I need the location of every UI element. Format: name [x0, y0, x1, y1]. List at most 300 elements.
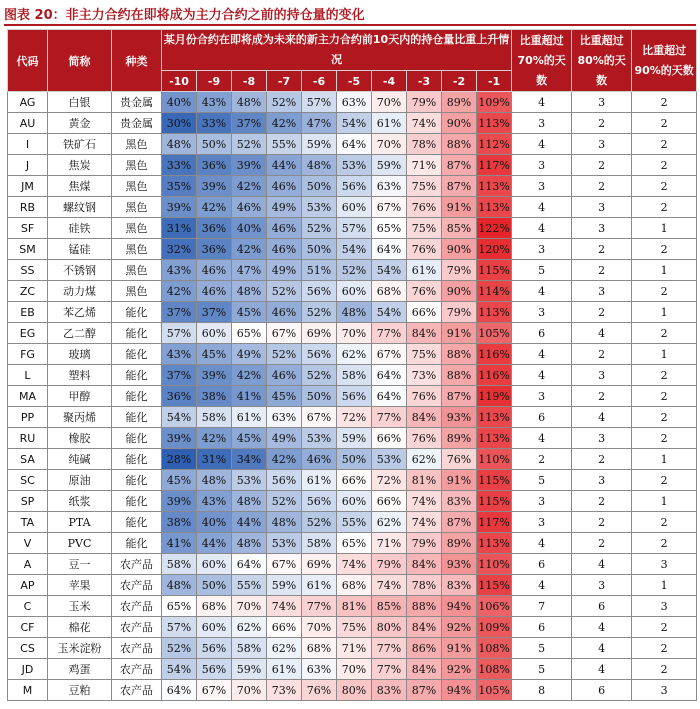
cell-value: 56%: [302, 281, 337, 302]
cell-value: 48%: [232, 281, 267, 302]
cell-over80: 2: [572, 155, 632, 176]
cell-value: 106%: [477, 596, 512, 617]
table-row: [8, 92, 697, 113]
table-row: [8, 638, 697, 659]
cell-value: 112%: [477, 134, 512, 155]
cell-value: 54%: [372, 302, 407, 323]
cell-value: 83%: [442, 575, 477, 596]
cell-value: 35%: [162, 176, 197, 197]
cell-value: 52%: [267, 344, 302, 365]
cell-value: 68%: [197, 596, 232, 617]
cell-over70: 6: [512, 407, 572, 428]
cell-value: 60%: [337, 491, 372, 512]
title-underline: [4, 24, 696, 26]
cell-value: 87%: [442, 386, 477, 407]
cell-code: SC: [8, 470, 48, 491]
cell-code: AU: [8, 113, 48, 134]
cell-over90: 2: [632, 386, 697, 407]
cell-category: 黑色: [112, 197, 162, 218]
cell-over90: 3: [632, 680, 697, 701]
cell-value: 42%: [267, 449, 302, 470]
cell-value: 75%: [407, 218, 442, 239]
cell-over80: 2: [572, 302, 632, 323]
cell-value: 46%: [197, 281, 232, 302]
cell-category: 农产品: [112, 659, 162, 680]
cell-value: 52%: [302, 365, 337, 386]
cell-code: SP: [8, 491, 48, 512]
cell-value: 51%: [302, 260, 337, 281]
cell-over70: 4: [512, 344, 572, 365]
header-day: -5: [337, 71, 372, 92]
cell-value: 89%: [442, 92, 477, 113]
cell-over90: 2: [632, 176, 697, 197]
cell-value: 43%: [197, 491, 232, 512]
cell-code: CF: [8, 617, 48, 638]
cell-value: 80%: [337, 680, 372, 701]
cell-over70: 4: [512, 365, 572, 386]
cell-value: 73%: [407, 365, 442, 386]
cell-value: 53%: [267, 533, 302, 554]
cell-value: 84%: [407, 323, 442, 344]
cell-value: 39%: [162, 428, 197, 449]
table-row: [8, 428, 697, 449]
cell-value: 53%: [337, 155, 372, 176]
cell-code: MA: [8, 386, 48, 407]
cell-name: 乙二醇: [48, 323, 112, 344]
cell-value: 40%: [197, 512, 232, 533]
cell-value: 70%: [337, 323, 372, 344]
cell-over70: 3: [512, 239, 572, 260]
cell-over70: 5: [512, 260, 572, 281]
cell-over70: 5: [512, 638, 572, 659]
cell-code: V: [8, 533, 48, 554]
cell-value: 58%: [302, 533, 337, 554]
cell-value: 37%: [232, 113, 267, 134]
cell-value: 50%: [302, 386, 337, 407]
cell-name: 黄金: [48, 113, 112, 134]
cell-value: 66%: [267, 617, 302, 638]
cell-value: 84%: [407, 617, 442, 638]
cell-value: 68%: [302, 638, 337, 659]
cell-value: 108%: [477, 659, 512, 680]
cell-value: 105%: [477, 680, 512, 701]
cell-value: 70%: [372, 92, 407, 113]
cell-value: 87%: [442, 155, 477, 176]
cell-category: 能化: [112, 512, 162, 533]
cell-value: 61%: [407, 260, 442, 281]
table-row: [8, 323, 697, 344]
cell-value: 37%: [197, 302, 232, 323]
cell-value: 90%: [442, 239, 477, 260]
cell-value: 74%: [372, 575, 407, 596]
cell-value: 28%: [162, 449, 197, 470]
cell-value: 50%: [197, 575, 232, 596]
cell-value: 56%: [267, 470, 302, 491]
cell-category: 能化: [112, 302, 162, 323]
cell-value: 53%: [302, 428, 337, 449]
cell-value: 58%: [162, 554, 197, 575]
table-row: [8, 617, 697, 638]
cell-value: 62%: [372, 512, 407, 533]
cell-over70: 4: [512, 218, 572, 239]
cell-value: 67%: [372, 344, 407, 365]
cell-over70: 4: [512, 134, 572, 155]
cell-value: 52%: [162, 638, 197, 659]
cell-value: 58%: [337, 365, 372, 386]
header-over80: 比重超过 80%的天数: [572, 30, 632, 92]
cell-code: A: [8, 554, 48, 575]
cell-value: 109%: [477, 617, 512, 638]
cell-over70: 8: [512, 680, 572, 701]
cell-value: 84%: [407, 554, 442, 575]
cell-value: 39%: [162, 197, 197, 218]
cell-value: 47%: [302, 113, 337, 134]
cell-value: 93%: [442, 407, 477, 428]
cell-value: 67%: [302, 407, 337, 428]
header-code: 代码: [8, 30, 48, 92]
cell-over70: 2: [512, 449, 572, 470]
header-day: -3: [407, 71, 442, 92]
cell-value: 60%: [337, 197, 372, 218]
cell-over90: 2: [632, 323, 697, 344]
cell-name: 原油: [48, 470, 112, 491]
header-day: -2: [442, 71, 477, 92]
header-day: -4: [372, 71, 407, 92]
cell-value: 54%: [162, 659, 197, 680]
cell-name: 硅铁: [48, 218, 112, 239]
cell-value: 46%: [197, 260, 232, 281]
cell-name: 豆一: [48, 554, 112, 575]
cell-value: 41%: [232, 386, 267, 407]
cell-value: 68%: [372, 281, 407, 302]
cell-over80: 6: [572, 680, 632, 701]
header-day: -7: [267, 71, 302, 92]
cell-value: 53%: [372, 449, 407, 470]
cell-value: 39%: [197, 176, 232, 197]
cell-category: 黑色: [112, 155, 162, 176]
table-row: [8, 155, 697, 176]
cell-value: 59%: [302, 134, 337, 155]
cell-code: I: [8, 134, 48, 155]
cell-code: SA: [8, 449, 48, 470]
table-row: [8, 113, 697, 134]
cell-category: 能化: [112, 365, 162, 386]
cell-value: 42%: [267, 113, 302, 134]
cell-over90: 1: [632, 302, 697, 323]
table-row: [8, 176, 697, 197]
cell-name: 锰硅: [48, 239, 112, 260]
cell-value: 69%: [302, 554, 337, 575]
cell-name: 白银: [48, 92, 112, 113]
cell-value: 43%: [162, 260, 197, 281]
cell-name: 铁矿石: [48, 134, 112, 155]
cell-value: 75%: [407, 176, 442, 197]
cell-value: 94%: [442, 680, 477, 701]
cell-value: 52%: [267, 491, 302, 512]
cell-value: 71%: [407, 155, 442, 176]
cell-value: 79%: [442, 260, 477, 281]
cell-value: 63%: [372, 176, 407, 197]
cell-value: 33%: [197, 113, 232, 134]
cell-value: 64%: [337, 134, 372, 155]
cell-value: 54%: [372, 260, 407, 281]
cell-value: 77%: [302, 596, 337, 617]
cell-code: C: [8, 596, 48, 617]
cell-over80: 2: [572, 260, 632, 281]
cell-value: 47%: [232, 260, 267, 281]
cell-name: 玉米淀粉: [48, 638, 112, 659]
cell-category: 农产品: [112, 596, 162, 617]
position-change-table: [7, 29, 697, 701]
cell-value: 42%: [162, 281, 197, 302]
cell-value: 30%: [162, 113, 197, 134]
cell-name: 螺纹钢: [48, 197, 112, 218]
cell-value: 62%: [407, 449, 442, 470]
cell-category: 能化: [112, 386, 162, 407]
cell-value: 105%: [477, 323, 512, 344]
header-day: -9: [197, 71, 232, 92]
cell-category: 能化: [112, 407, 162, 428]
cell-value: 84%: [407, 407, 442, 428]
cell-over90: 2: [632, 428, 697, 449]
cell-value: 78%: [407, 134, 442, 155]
cell-value: 36%: [197, 155, 232, 176]
cell-over80: 3: [572, 281, 632, 302]
cell-value: 55%: [232, 575, 267, 596]
header-name: 简称: [48, 30, 112, 92]
cell-value: 58%: [197, 407, 232, 428]
cell-over80: 2: [572, 491, 632, 512]
cell-value: 45%: [232, 428, 267, 449]
cell-value: 45%: [162, 470, 197, 491]
cell-value: 92%: [442, 617, 477, 638]
cell-value: 76%: [407, 386, 442, 407]
cell-over90: 1: [632, 491, 697, 512]
cell-over80: 3: [572, 575, 632, 596]
cell-value: 113%: [477, 533, 512, 554]
cell-name: 不锈钢: [48, 260, 112, 281]
cell-over80: 4: [572, 638, 632, 659]
cell-code: SM: [8, 239, 48, 260]
cell-category: 农产品: [112, 680, 162, 701]
cell-value: 50%: [302, 239, 337, 260]
cell-value: 81%: [337, 596, 372, 617]
cell-value: 87%: [442, 176, 477, 197]
cell-value: 72%: [337, 407, 372, 428]
cell-category: 贵金属: [112, 92, 162, 113]
cell-value: 61%: [302, 470, 337, 491]
cell-value: 74%: [407, 512, 442, 533]
cell-over90: 3: [632, 554, 697, 575]
cell-value: 52%: [232, 134, 267, 155]
cell-value: 33%: [162, 155, 197, 176]
cell-value: 61%: [372, 113, 407, 134]
cell-value: 76%: [407, 428, 442, 449]
cell-value: 113%: [477, 113, 512, 134]
cell-value: 116%: [477, 344, 512, 365]
cell-over70: 6: [512, 323, 572, 344]
cell-value: 40%: [232, 218, 267, 239]
header-day: -6: [302, 71, 337, 92]
cell-name: 棉花: [48, 617, 112, 638]
cell-over70: 3: [512, 512, 572, 533]
cell-value: 79%: [442, 302, 477, 323]
cell-over90: 2: [632, 239, 697, 260]
table-row: [8, 407, 697, 428]
cell-value: 67%: [197, 680, 232, 701]
cell-value: 114%: [477, 281, 512, 302]
cell-value: 70%: [232, 680, 267, 701]
cell-value: 77%: [372, 407, 407, 428]
cell-value: 43%: [197, 92, 232, 113]
cell-name: 橡胶: [48, 428, 112, 449]
cell-over70: 4: [512, 281, 572, 302]
cell-value: 65%: [372, 218, 407, 239]
cell-category: 农产品: [112, 554, 162, 575]
cell-value: 56%: [337, 386, 372, 407]
table-row: [8, 302, 697, 323]
cell-value: 32%: [162, 239, 197, 260]
cell-category: 能化: [112, 449, 162, 470]
cell-value: 109%: [477, 92, 512, 113]
cell-value: 64%: [162, 680, 197, 701]
cell-code: SF: [8, 218, 48, 239]
cell-category: 黑色: [112, 281, 162, 302]
cell-value: 52%: [267, 281, 302, 302]
cell-value: 87%: [442, 512, 477, 533]
cell-value: 91%: [442, 323, 477, 344]
cell-value: 39%: [162, 491, 197, 512]
cell-value: 79%: [407, 533, 442, 554]
cell-over80: 2: [572, 386, 632, 407]
cell-value: 79%: [372, 554, 407, 575]
cell-value: 89%: [442, 428, 477, 449]
cell-value: 113%: [477, 302, 512, 323]
cell-value: 63%: [267, 407, 302, 428]
cell-value: 83%: [372, 680, 407, 701]
header-over90: 比重超过 90%的天数: [632, 30, 697, 92]
cell-value: 40%: [162, 92, 197, 113]
cell-category: 能化: [112, 470, 162, 491]
cell-value: 91%: [442, 638, 477, 659]
cell-over90: 2: [632, 638, 697, 659]
cell-value: 60%: [337, 281, 372, 302]
cell-value: 72%: [372, 470, 407, 491]
cell-over70: 4: [512, 575, 572, 596]
cell-value: 85%: [442, 218, 477, 239]
cell-value: 120%: [477, 239, 512, 260]
cell-value: 46%: [267, 218, 302, 239]
cell-code: RU: [8, 428, 48, 449]
cell-value: 52%: [267, 92, 302, 113]
cell-value: 92%: [442, 659, 477, 680]
table-row: [8, 680, 697, 701]
cell-value: 70%: [337, 659, 372, 680]
cell-code: FG: [8, 344, 48, 365]
cell-value: 46%: [302, 449, 337, 470]
cell-value: 45%: [232, 302, 267, 323]
header-over70: 比重超过 70%的天数: [512, 30, 572, 92]
cell-value: 34%: [232, 449, 267, 470]
cell-value: 52%: [302, 512, 337, 533]
cell-over90: 2: [632, 197, 697, 218]
table-row: [8, 239, 697, 260]
cell-value: 74%: [407, 491, 442, 512]
cell-value: 88%: [442, 365, 477, 386]
header-day: -8: [232, 71, 267, 92]
figure-title: 图表 20：非主力合约在即将成为主力合约之前的持仓量的变化: [4, 8, 365, 23]
cell-value: 74%: [267, 596, 302, 617]
cell-name: 焦煤: [48, 176, 112, 197]
cell-over90: 2: [632, 155, 697, 176]
cell-over70: 3: [512, 155, 572, 176]
cell-over80: 3: [572, 218, 632, 239]
cell-over80: 2: [572, 449, 632, 470]
cell-value: 54%: [162, 407, 197, 428]
cell-value: 67%: [372, 197, 407, 218]
cell-code: JM: [8, 176, 48, 197]
cell-value: 48%: [232, 533, 267, 554]
cell-over80: 4: [572, 554, 632, 575]
cell-code: PP: [8, 407, 48, 428]
cell-value: 67%: [267, 323, 302, 344]
cell-value: 64%: [372, 386, 407, 407]
cell-value: 59%: [337, 428, 372, 449]
cell-value: 78%: [407, 575, 442, 596]
cell-value: 44%: [197, 533, 232, 554]
cell-value: 66%: [337, 470, 372, 491]
cell-over80: 2: [572, 176, 632, 197]
cell-code: JD: [8, 659, 48, 680]
cell-value: 56%: [302, 491, 337, 512]
cell-value: 53%: [232, 470, 267, 491]
cell-value: 83%: [442, 491, 477, 512]
cell-value: 59%: [232, 659, 267, 680]
cell-value: 113%: [477, 407, 512, 428]
cell-name: 动力煤: [48, 281, 112, 302]
cell-value: 75%: [407, 344, 442, 365]
cell-code: EG: [8, 323, 48, 344]
cell-value: 53%: [302, 197, 337, 218]
table-row: [8, 659, 697, 680]
cell-over80: 4: [572, 323, 632, 344]
cell-code: SS: [8, 260, 48, 281]
cell-value: 76%: [407, 197, 442, 218]
cell-name: 豆粕: [48, 680, 112, 701]
cell-over80: 2: [572, 113, 632, 134]
cell-over80: 2: [572, 533, 632, 554]
cell-value: 36%: [197, 239, 232, 260]
cell-over90: 2: [632, 617, 697, 638]
cell-value: 42%: [232, 176, 267, 197]
cell-over80: 3: [572, 365, 632, 386]
cell-value: 69%: [302, 323, 337, 344]
cell-name: 纯碱: [48, 449, 112, 470]
cell-value: 38%: [197, 386, 232, 407]
table-row: [8, 281, 697, 302]
cell-over80: 3: [572, 428, 632, 449]
cell-code: L: [8, 365, 48, 386]
cell-value: 74%: [407, 113, 442, 134]
cell-code: EB: [8, 302, 48, 323]
cell-over80: 3: [572, 470, 632, 491]
cell-value: 76%: [407, 239, 442, 260]
cell-name: 玉米: [48, 596, 112, 617]
cell-value: 117%: [477, 155, 512, 176]
cell-value: 80%: [372, 617, 407, 638]
cell-over70: 3: [512, 302, 572, 323]
table-row: [8, 470, 697, 491]
